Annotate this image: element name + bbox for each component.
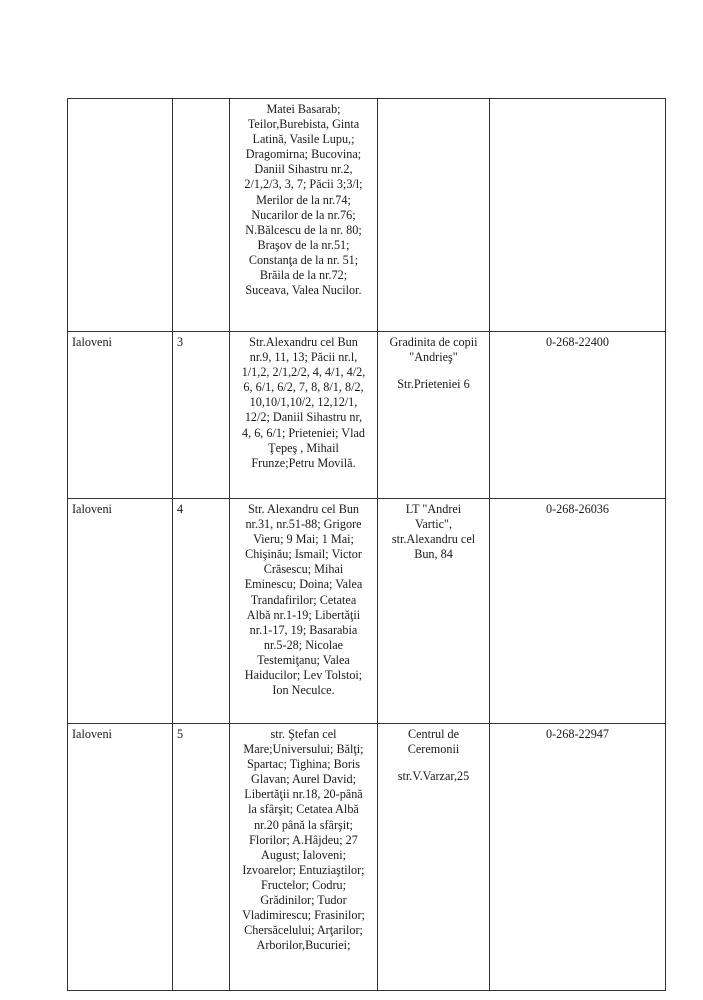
locality-cell xyxy=(68,332,173,499)
polling-place-line: str.Alexandru cel xyxy=(391,532,476,547)
polling-place-line: Bun, 84 xyxy=(414,547,453,562)
street-line: Trandafirilor; Cetatea xyxy=(250,592,357,607)
street-line: 1/1,2, 2/1,2/2, 4, 4/1, 4/2, xyxy=(241,365,366,380)
street-line: Vladimirescu; Frasinilor; xyxy=(242,908,365,923)
street-line: Glavan; Aurel David; xyxy=(251,772,356,787)
locality-cell xyxy=(68,724,173,991)
street-line: Grădinilor; Tudor xyxy=(260,893,347,908)
polling-place-line: Ceremonii xyxy=(407,742,460,757)
street-line: Mare;Universului; Bălţi; xyxy=(243,742,364,757)
phone-number: 0-268-22947 xyxy=(546,727,609,741)
table-row xyxy=(68,99,666,332)
street-line: Albă nr.1-19; Libertăţii xyxy=(246,607,361,622)
street-line: Spartac; Tighina; Boris xyxy=(246,757,361,772)
street-line: 6, 6/1, 6/2, 7, 8, 8/1, 8/2, xyxy=(243,380,364,395)
street-line: Brăila de la nr.72; xyxy=(259,268,348,283)
phone-number: 0-268-22400 xyxy=(546,335,609,349)
section-number-cell xyxy=(173,99,230,332)
street-line: 12/2; Daniil Sihastru nr, xyxy=(244,410,363,425)
locality-cell xyxy=(68,499,173,724)
street-line: 2/1,2/3, 3, 7; Păcii 3;3/l; xyxy=(244,177,363,192)
street-line: str. Ştefan cel xyxy=(270,727,337,741)
street-line: Ţepeş , Mihail xyxy=(268,440,339,455)
locality-cell xyxy=(68,99,173,332)
street-line: Chersăcelului; Arţarilor; xyxy=(244,923,363,938)
section-number: 4 xyxy=(177,502,184,516)
section-number: 3 xyxy=(177,335,184,349)
streets-cell xyxy=(230,499,378,724)
phone-cell xyxy=(490,724,666,991)
polling-place-line: Vartic", xyxy=(414,517,453,532)
street-line: 4, 6, 6/1; Prieteniei; Vlad xyxy=(242,425,365,440)
polling-sections-table xyxy=(67,98,666,991)
streets-cell xyxy=(230,99,378,332)
street-line: Matei Basarab; xyxy=(266,102,341,116)
street-line: Eminescu; Doina; Valea xyxy=(244,577,363,592)
street-line: nr.1-17, 19; Basarabia xyxy=(249,622,358,637)
polling-place-line: Gradinita de copii xyxy=(389,335,478,349)
polling-place-address: str.V.Varzar,25 xyxy=(397,769,470,784)
section-number-cell xyxy=(173,332,230,499)
table-row xyxy=(68,332,666,499)
street-line: Florilor; A.Hâjdeu; 27 xyxy=(249,832,358,847)
polling-place-cell xyxy=(378,499,490,724)
street-line: Crăsescu; Mihai xyxy=(263,562,344,577)
section-number-cell xyxy=(173,724,230,991)
street-line: la sfârşit; Cetatea Albă xyxy=(248,802,359,817)
locality-text: Ialoveni xyxy=(72,502,112,516)
street-line: August; Ialoveni; xyxy=(261,847,346,862)
street-line: Merilor de la nr.74; xyxy=(256,192,351,207)
polling-place-address: Str.Prieteniei 6 xyxy=(397,377,470,392)
section-number-cell xyxy=(173,499,230,724)
street-line: Str.Alexandru cel Bun xyxy=(249,335,358,349)
street-line: Dragomirna; Bucovina; xyxy=(245,147,362,162)
street-line: Ion Neculce. xyxy=(272,683,335,698)
streets-cell xyxy=(230,724,378,991)
street-line: Fructelor; Codru; xyxy=(261,877,346,892)
street-line: Izvoarelor; Entuziaştilor; xyxy=(242,862,365,877)
street-line: Haiducilor; Lev Tolstoi; xyxy=(244,668,363,683)
street-line: 10,10/1,10/2, 12,12/1, xyxy=(249,395,358,410)
street-line: Arborilor,Bucuriei; xyxy=(256,938,351,953)
street-line: Daniil Sihastru nr.2, xyxy=(254,162,353,177)
street-line: Chişinău; Ismail; Victor xyxy=(245,547,362,562)
locality-text: Ialoveni xyxy=(72,727,112,741)
street-line: nr.31, nr.51-88; Grigore xyxy=(245,517,362,532)
table-row xyxy=(68,499,666,724)
streets-cell xyxy=(230,332,378,499)
polling-place-cell xyxy=(378,724,490,991)
street-line: Testemiţanu; Valea xyxy=(257,652,350,667)
phone-cell xyxy=(490,99,666,332)
street-line: nr.5-28; Nicolae xyxy=(263,637,344,652)
polling-place-line: Centrul de xyxy=(407,727,460,741)
street-line: Latină, Vasile Lupu,; xyxy=(252,132,355,147)
polling-place-cell xyxy=(378,99,490,332)
table-row xyxy=(68,724,666,991)
phone-cell xyxy=(490,499,666,724)
street-line: Suceava, Valea Nucilor. xyxy=(245,283,362,298)
phone-number: 0-268-26036 xyxy=(546,502,609,516)
street-line: Vieru; 9 Mai; 1 Mai; xyxy=(253,532,354,547)
street-line: Str. Alexandru cel Bun xyxy=(247,502,360,516)
phone-cell xyxy=(490,332,666,499)
locality-text: Ialoveni xyxy=(72,335,112,349)
street-line: nr.9, 11, 13; Păcii nr.l, xyxy=(249,350,358,365)
section-number: 5 xyxy=(177,727,184,741)
polling-place-cell xyxy=(378,332,490,499)
street-line: Braşov de la nr.51; xyxy=(257,237,350,252)
street-line: nr.20 până la sfârşit; xyxy=(254,817,353,832)
polling-place-line: LT "Andrei xyxy=(405,502,462,516)
street-line: Libertăţii nr.18, 20-până xyxy=(244,787,363,802)
street-line: Constanţa de la nr. 51; xyxy=(248,252,359,267)
street-line: Teilor,Burebista, Ginta xyxy=(247,117,360,132)
street-line: Frunze;Petru Movilă. xyxy=(251,455,356,470)
street-line: Nucarilor de la nr.76; xyxy=(251,207,356,222)
polling-place-line: "Andrieş" xyxy=(409,350,458,365)
street-line: N.Bălcescu de la nr. 80; xyxy=(245,222,362,237)
